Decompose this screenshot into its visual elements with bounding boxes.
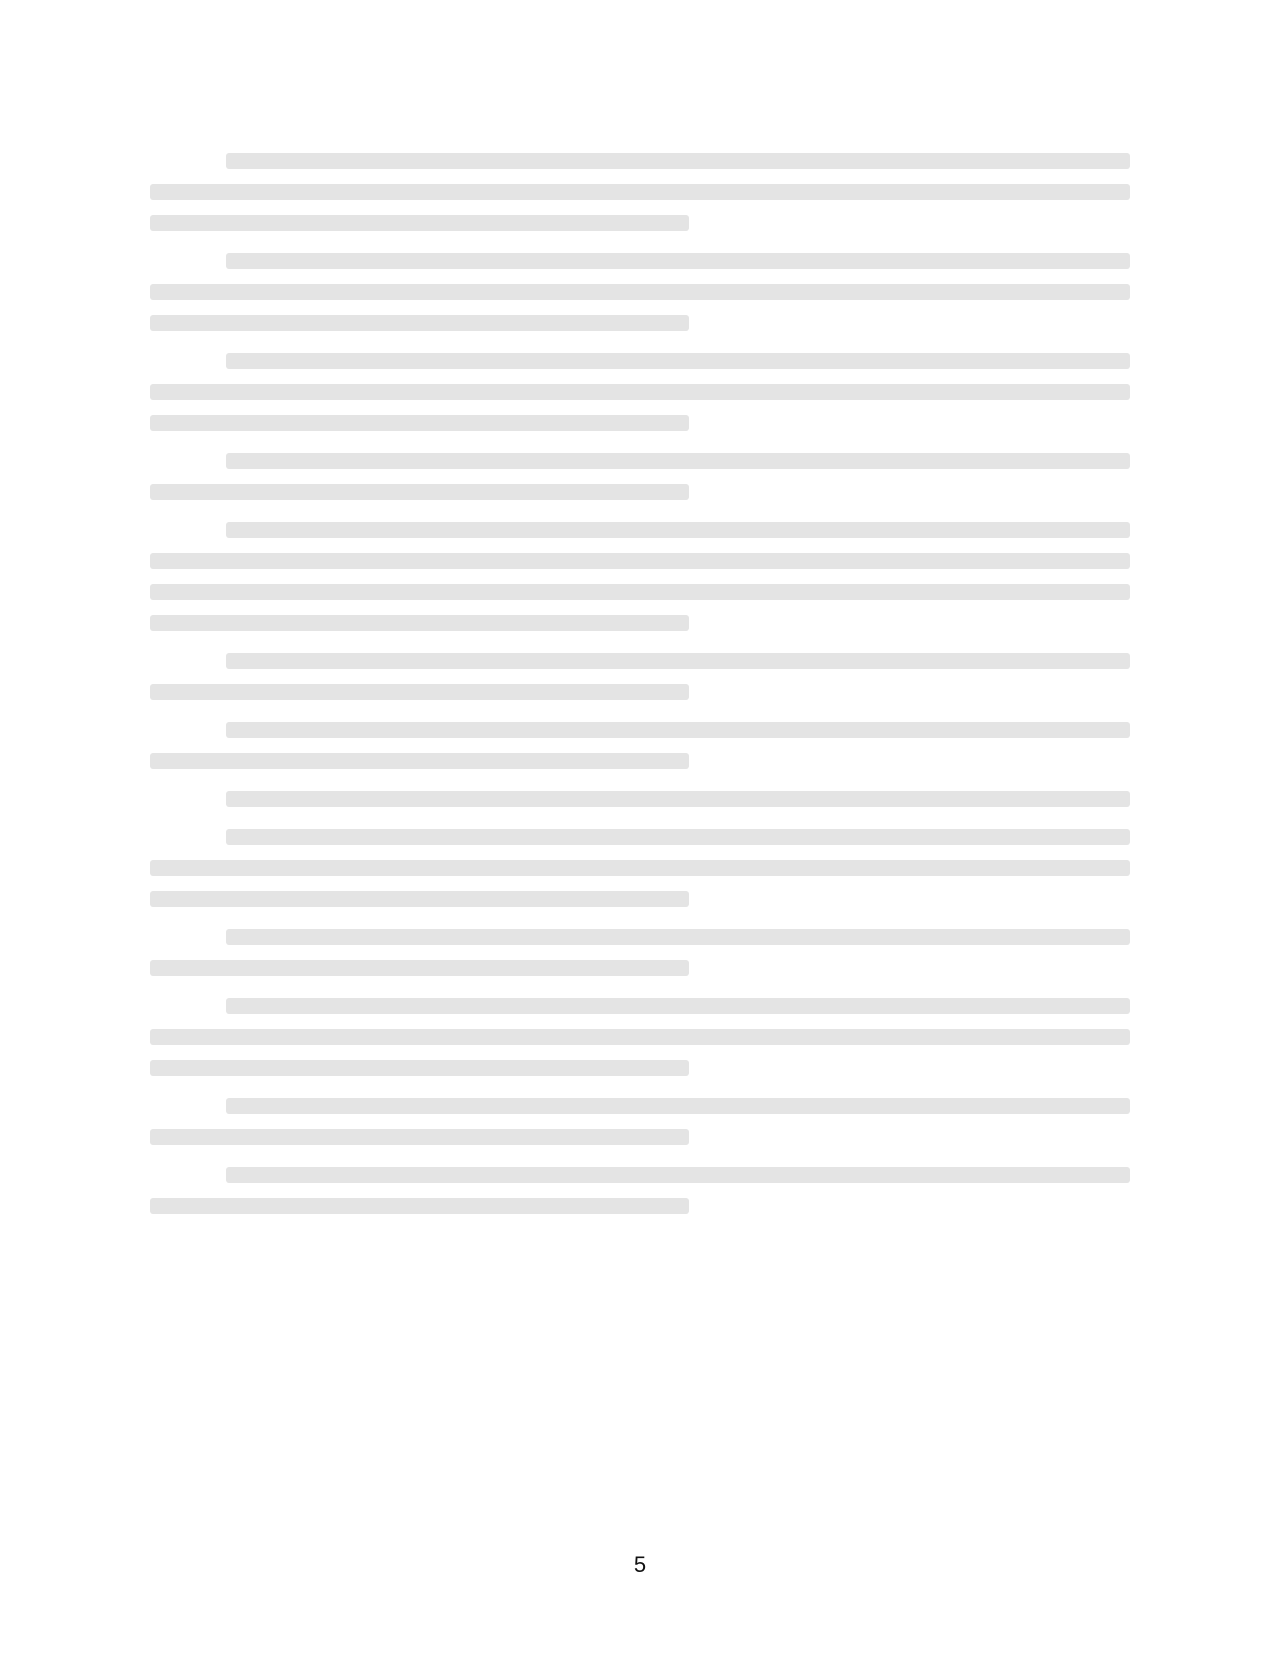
text-line-placeholder <box>150 615 689 631</box>
text-line-placeholder <box>150 860 1130 876</box>
paragraph-placeholder <box>150 153 1130 231</box>
paragraph-placeholder <box>150 1098 1130 1145</box>
text-line-placeholder <box>226 722 1130 738</box>
paragraph-placeholder <box>150 998 1130 1076</box>
text-line-placeholder <box>226 791 1130 807</box>
paragraph-placeholder <box>150 522 1130 631</box>
text-line-placeholder <box>226 1098 1130 1114</box>
text-line-placeholder <box>150 891 689 907</box>
paragraph-placeholder <box>150 791 1130 807</box>
text-line-placeholder <box>150 1198 689 1214</box>
text-line-placeholder <box>150 960 689 976</box>
paragraph-placeholder <box>150 253 1130 331</box>
text-line-placeholder <box>150 484 689 500</box>
text-line-placeholder <box>226 353 1130 369</box>
text-line-placeholder <box>226 453 1130 469</box>
text-line-placeholder <box>150 553 1130 569</box>
text-line-placeholder <box>226 153 1130 169</box>
paragraph-placeholder <box>150 453 1130 500</box>
text-line-placeholder <box>226 829 1130 845</box>
text-line-placeholder <box>150 215 689 231</box>
page-body <box>150 146 1130 1236</box>
paragraph-placeholder <box>150 722 1130 769</box>
text-line-placeholder <box>150 584 1130 600</box>
text-line-placeholder <box>226 998 1130 1014</box>
text-line-placeholder <box>226 653 1130 669</box>
text-line-placeholder <box>150 415 689 431</box>
text-line-placeholder <box>226 1167 1130 1183</box>
text-line-placeholder <box>150 184 1130 200</box>
paragraph-placeholder <box>150 929 1130 976</box>
paragraph-placeholder <box>150 1167 1130 1214</box>
text-line-placeholder <box>226 929 1130 945</box>
paragraph-placeholder <box>150 353 1130 431</box>
text-line-placeholder <box>226 253 1130 269</box>
text-line-placeholder <box>150 1060 689 1076</box>
text-line-placeholder <box>150 315 689 331</box>
text-line-placeholder <box>226 522 1130 538</box>
text-line-placeholder <box>150 753 689 769</box>
text-line-placeholder <box>150 384 1130 400</box>
text-line-placeholder <box>150 1029 1130 1045</box>
text-line-placeholder <box>150 284 1130 300</box>
text-line-placeholder <box>150 1129 689 1145</box>
page-number: 5 <box>633 1552 647 1577</box>
text-line-placeholder <box>150 684 689 700</box>
paragraph-placeholder <box>150 653 1130 700</box>
paragraph-placeholder <box>150 829 1130 907</box>
